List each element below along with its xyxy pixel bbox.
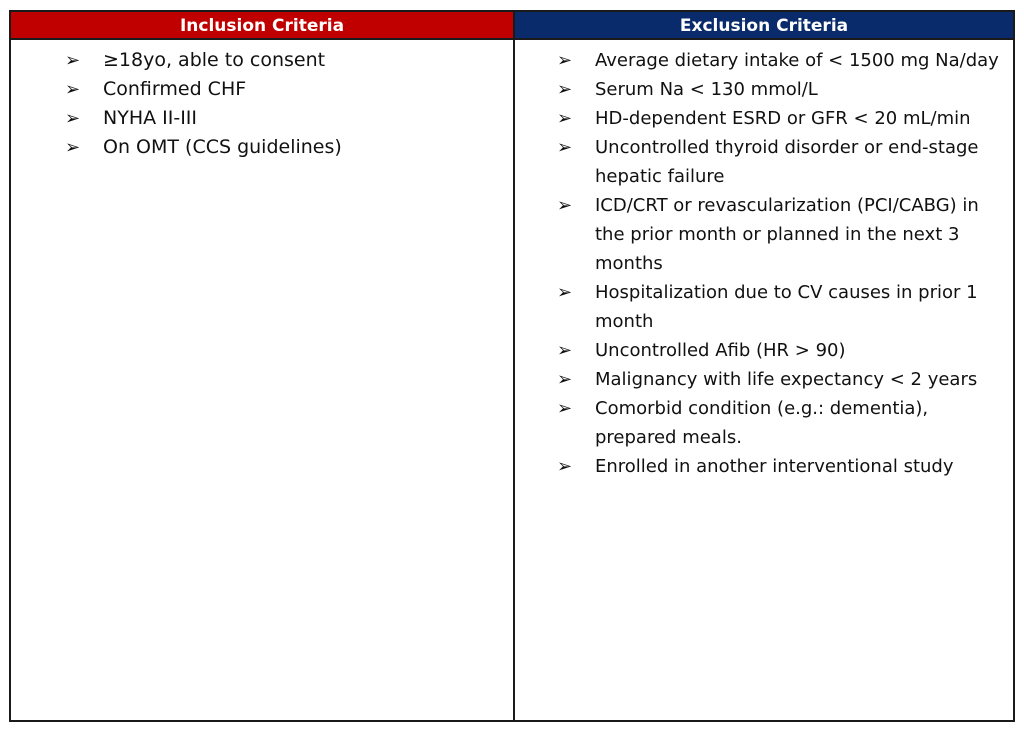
criteria-item xyxy=(515,278,1013,336)
arrow-bullet-icon: ➢ xyxy=(557,108,573,129)
arrow-bullet-icon: ➢ xyxy=(557,137,573,158)
criteria-item-text: Malignancy with life expectancy < 2 years xyxy=(595,369,978,390)
exclusion-body xyxy=(515,40,1013,720)
arrow-bullet-icon: ➢ xyxy=(557,50,573,71)
criteria-item-text: ≥18yo, able to consent xyxy=(103,49,326,71)
criteria-item-text: Comorbid condition (e.g.: dementia), prepared meals. xyxy=(595,398,929,448)
criteria-item xyxy=(11,75,513,104)
criteria-item xyxy=(11,104,513,133)
arrow-bullet-icon: ➢ xyxy=(557,340,573,361)
criteria-item xyxy=(515,452,1013,481)
arrow-bullet-icon: ➢ xyxy=(65,137,81,158)
arrow-bullet-icon: ➢ xyxy=(557,456,573,477)
criteria-item xyxy=(515,365,1013,394)
arrow-bullet-icon: ➢ xyxy=(557,282,573,303)
criteria-item xyxy=(515,75,1013,104)
arrow-bullet-icon: ➢ xyxy=(557,369,573,390)
criteria-item xyxy=(11,133,513,162)
exclusion-list xyxy=(515,46,1013,481)
criteria-item xyxy=(515,104,1013,133)
criteria-item xyxy=(515,336,1013,365)
criteria-item-text: Confirmed CHF xyxy=(103,78,247,100)
criteria-item xyxy=(515,46,1013,75)
exclusion-column xyxy=(515,12,1013,720)
criteria-item xyxy=(515,394,1013,452)
criteria-item-text: ICD/CRT or revascularization (PCI/CABG) in the prior month or planned in the next 3 months xyxy=(595,195,979,274)
criteria-table xyxy=(9,10,1015,722)
criteria-item xyxy=(11,46,513,75)
criteria-item-text: Serum Na < 130 mmol/L xyxy=(595,79,818,100)
arrow-bullet-icon: ➢ xyxy=(557,195,573,216)
exclusion-header: Exclusion Criteria xyxy=(515,12,1013,40)
inclusion-body xyxy=(11,40,513,720)
criteria-item xyxy=(515,133,1013,191)
criteria-item-text: NYHA II-III xyxy=(103,107,198,129)
inclusion-list xyxy=(11,46,513,162)
criteria-item-text: Uncontrolled Afib (HR > 90) xyxy=(595,340,846,361)
criteria-item-text: On OMT (CCS guidelines) xyxy=(103,136,342,158)
criteria-item xyxy=(515,191,1013,278)
arrow-bullet-icon: ➢ xyxy=(557,79,573,100)
criteria-item-text: HD-dependent ESRD or GFR < 20 mL/min xyxy=(595,108,971,129)
inclusion-header: Inclusion Criteria xyxy=(11,12,513,40)
criteria-item-text: Hospitalization due to CV causes in prior 1 month xyxy=(595,282,978,332)
arrow-bullet-icon: ➢ xyxy=(65,108,81,129)
arrow-bullet-icon: ➢ xyxy=(65,79,81,100)
criteria-item-text: Average dietary intake of < 1500 mg Na/day xyxy=(595,50,999,71)
criteria-item-text: Enrolled in another interventional study xyxy=(595,456,954,477)
arrow-bullet-icon: ➢ xyxy=(65,50,81,71)
arrow-bullet-icon: ➢ xyxy=(557,398,573,419)
criteria-item-text: Uncontrolled thyroid disorder or end-stage hepatic failure xyxy=(595,137,979,187)
inclusion-column xyxy=(11,12,515,720)
